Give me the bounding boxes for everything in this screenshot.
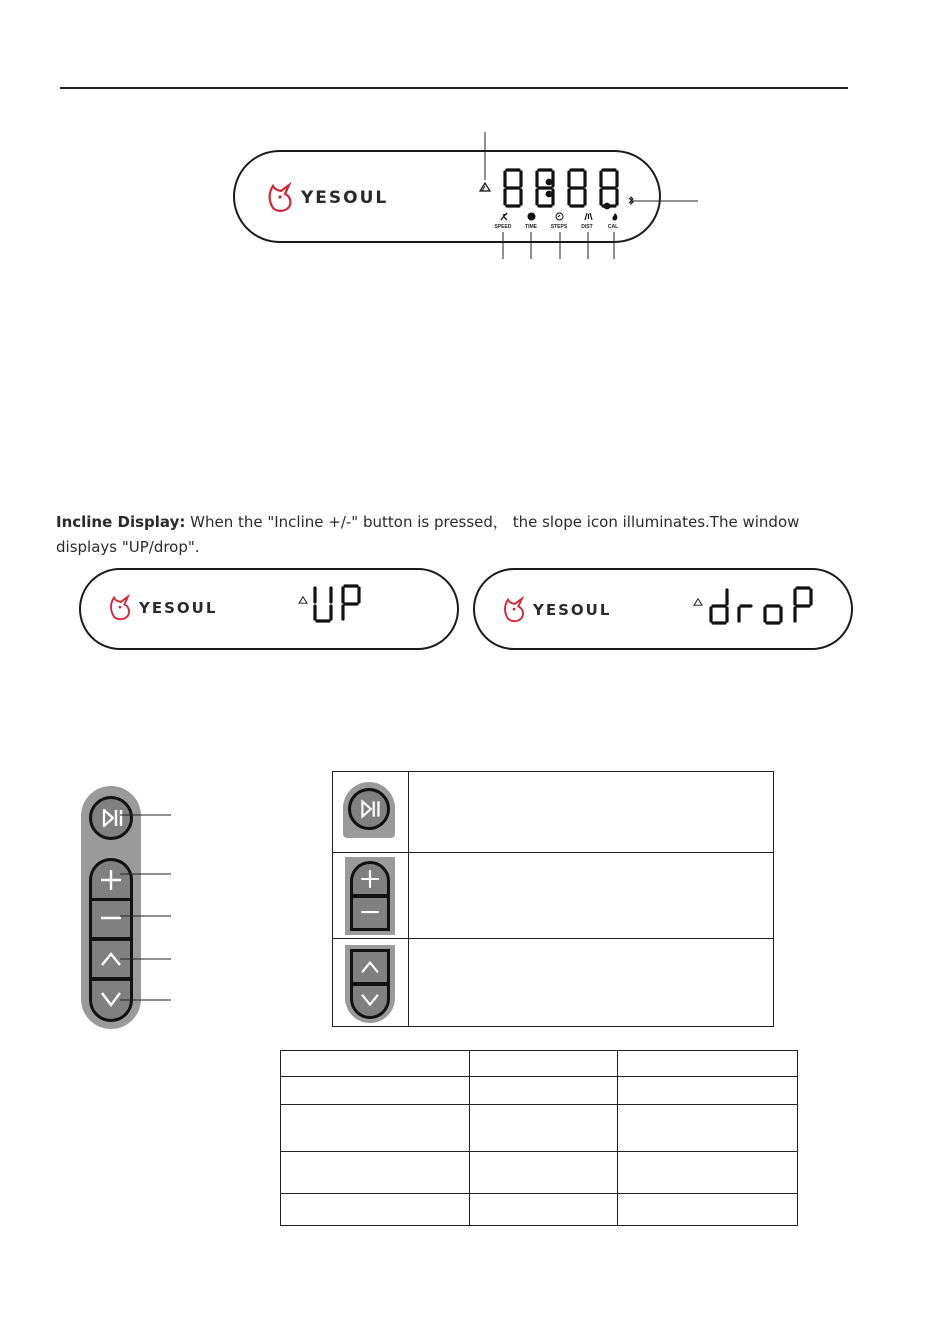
play-pause-button <box>348 788 390 830</box>
steps-label: STEPS <box>550 224 568 230</box>
up-readout <box>311 584 371 624</box>
brand-name: YESOUL <box>533 601 612 619</box>
plus-minus-description <box>409 853 774 939</box>
table-cell <box>281 1194 470 1226</box>
table-cell <box>618 1051 798 1077</box>
button-leaders <box>120 800 180 1010</box>
brand-logo <box>107 594 217 622</box>
table-cell <box>281 1105 470 1152</box>
dist-label: DIST <box>581 224 593 230</box>
table-cell <box>618 1077 798 1105</box>
table-cell <box>470 1051 618 1077</box>
play-pause-cell <box>333 772 409 853</box>
brand-logo <box>501 596 611 624</box>
play-pause-icon <box>351 791 387 827</box>
incline-up-button <box>350 949 390 985</box>
chevron-down-icon <box>353 986 387 1016</box>
table-cell <box>470 1194 618 1226</box>
play-pause-description <box>409 772 774 853</box>
cal-label: CAL <box>607 224 619 230</box>
table-cell <box>470 1105 618 1152</box>
plus-minus-thumb <box>345 857 395 935</box>
plus-minus-cell <box>333 853 409 939</box>
brand-name: YESOUL <box>139 599 218 617</box>
table-cell <box>618 1152 798 1194</box>
table-cell <box>470 1077 618 1105</box>
table-cell <box>281 1051 470 1077</box>
specification-table <box>280 1050 798 1226</box>
incline-thumb <box>345 945 395 1023</box>
table-cell <box>281 1152 470 1194</box>
table-cell <box>470 1152 618 1194</box>
button-function-table <box>332 771 774 1027</box>
minus-button <box>350 897 390 931</box>
incline-heading: Incline Display: <box>56 513 186 531</box>
speed-label: SPEED <box>494 224 512 230</box>
incline-description-cell <box>409 939 774 1027</box>
incline-cell <box>333 939 409 1027</box>
table-cell <box>281 1077 470 1105</box>
incline-icon <box>298 596 308 604</box>
incline-description <box>56 510 856 560</box>
incline-icon <box>693 598 703 606</box>
unicorn-logo-icon <box>107 594 133 622</box>
main-display-leaders <box>0 0 933 300</box>
time-label: TIME <box>525 224 537 230</box>
incline-down-button <box>350 985 390 1019</box>
incline-drop-panel <box>473 568 853 650</box>
incline-up-panel <box>79 568 459 650</box>
table-cell <box>618 1105 798 1152</box>
chevron-up-icon <box>353 952 387 982</box>
play-pause-thumb <box>343 782 395 838</box>
drop-readout <box>707 586 823 626</box>
plus-button <box>350 861 390 897</box>
incline-body: When the "Incline +/-" button is pressed， the slope icon illuminates.The window displays "UP/drop". <box>56 513 800 556</box>
table-cell <box>618 1194 798 1226</box>
plus-icon <box>353 864 387 894</box>
minus-icon <box>353 898 387 928</box>
unicorn-logo-icon <box>501 596 527 624</box>
brand-name: YESOUL <box>301 188 389 208</box>
